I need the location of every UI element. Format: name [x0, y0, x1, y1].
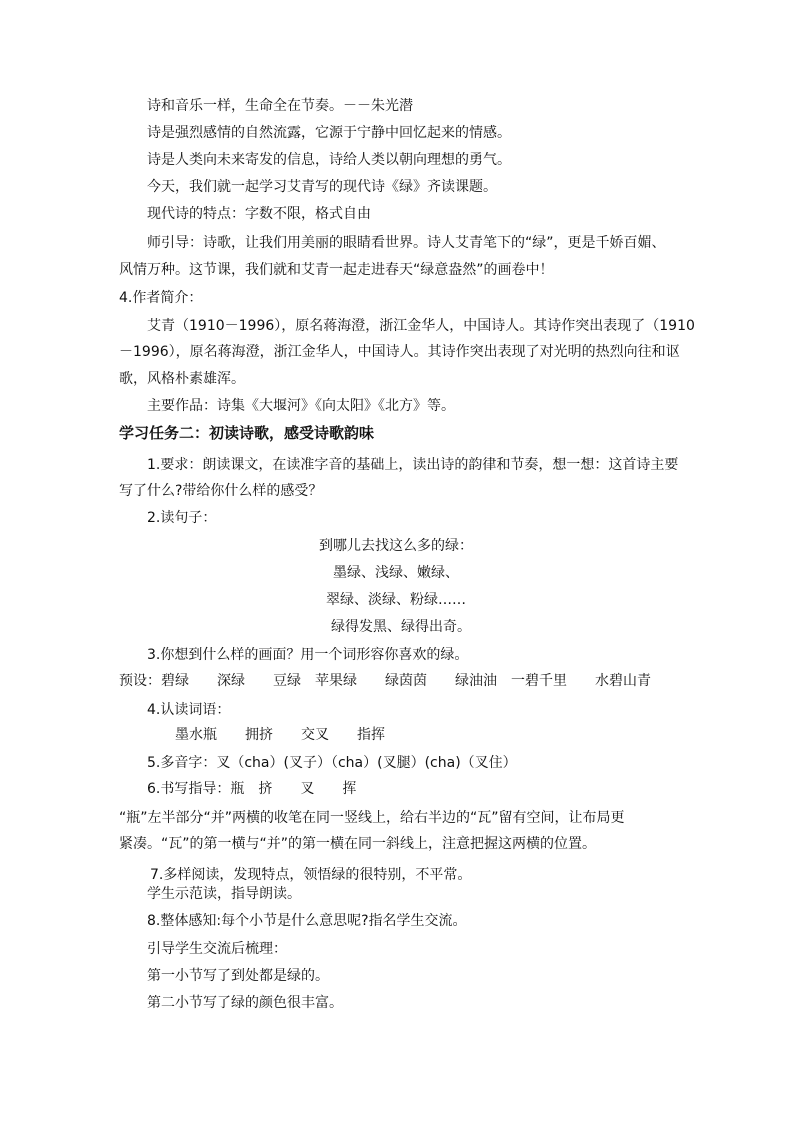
poem-line-1: 到哪儿去找这么多的绿：	[319, 538, 473, 554]
guide-summary-line: 引导学生交流后梳理：	[147, 941, 287, 957]
preset-line: 预设：碧绿 深绿 豆绿 苹果绿 绿茵茵 绿油油 一碧千里 水碧山青	[119, 673, 651, 689]
teacher-guide-line-2: 风情万种。这节课，我们就和艾青一起走进春天“绿意盎然”的画卷中！	[119, 262, 554, 278]
poem-line-4: 绿得发黑、绿得出奇。	[331, 619, 471, 635]
word-reading-heading: 4.认读词语：	[147, 702, 231, 718]
writing-note-line-2: 紧凑。“瓦”的第一横与“并”的第一横在同一斜线上，注意把握这两横的位置。	[119, 836, 597, 852]
word-list: 墨水瓶 拥挤 交叉 指挥	[175, 727, 385, 743]
quote-line-3: 诗是人类向未来寄发的信息，诗给人类以朝向理想的勇气。	[147, 152, 511, 168]
writing-note-line-1: “瓶”左半部分“并”两横的收笔在同一竖线上，给右半边的“瓦”留有空间，让布局更	[119, 810, 625, 826]
poem-feature-line: 现代诗的特点：字数不限，格式自由	[147, 206, 371, 222]
section-one-line: 第一小节写了到处都是绿的。	[147, 968, 329, 984]
quote-line-1: 诗和音乐一样，生命全在节奏。－－朱光潜	[147, 98, 413, 114]
overall-line: 8.整体感知:每个小节是什么意思呢?指名学生交流。	[147, 913, 467, 929]
reading-line: 7.多样阅读，发现特点，领悟绿的很特别，不平常。	[150, 867, 472, 883]
teacher-guide-line-1: 师引导：诗歌，让我们用美丽的眼睛看世界。诗人艾青笔下的“绿”，更是千娇百媚、	[147, 235, 666, 251]
intro-line: 今天，我们就一起学习艾青写的现代诗《绿》齐读课题。	[147, 179, 497, 195]
writing-guide-line: 6.书写指导：瓶 挤 叉 挥	[147, 781, 357, 797]
task-two-heading: 学习任务二：初读诗歌，感受诗歌韵味	[119, 424, 375, 442]
read-sentence-heading: 2.读句子：	[147, 510, 217, 526]
imagine-line: 3.你想到什么样的画面？用一个词形容你喜欢的绿。	[147, 647, 469, 663]
quote-line-2: 诗是强烈感情的自然流露，它源于宁静中回忆起来的情感。	[147, 125, 511, 141]
poem-line-2: 墨绿、浅绿、嫩绿、	[333, 565, 459, 581]
author-line-1: 艾青（1910－1996），原名蒋海澄，浙江金华人，中国诗人。其诗作突出表现了（1910	[147, 318, 695, 334]
requirement-line-1: 1.要求：朗读课文，在读准字音的基础上，读出诗的韵律和节奏，想一想：这首诗主要	[147, 457, 679, 473]
author-line-2: －1996），原名蒋海澄，浙江金华人，中国诗人。其诗作突出表现了对光明的热烈向往和讴	[119, 344, 680, 360]
section-two-line: 第二小节写了绿的颜色很丰富。	[147, 995, 343, 1011]
polyphone-line: 5.多音字：叉（cha）(叉子）（cha）(叉腿）(cha)（叉住）	[147, 755, 517, 771]
works-line: 主要作品：诗集《大堰河》《向太阳》《北方》等。	[147, 398, 455, 414]
poem-line-3: 翠绿、淡绿、粉绿……	[326, 592, 466, 608]
demo-reading-line: 学生示范读，指导朗读。	[147, 886, 301, 902]
author-line-3: 歌，风格朴素雄浑。	[119, 371, 245, 387]
author-heading: 4.作者简介：	[119, 290, 203, 306]
requirement-line-2: 写了什么?带给你什么样的感受？	[119, 483, 323, 499]
